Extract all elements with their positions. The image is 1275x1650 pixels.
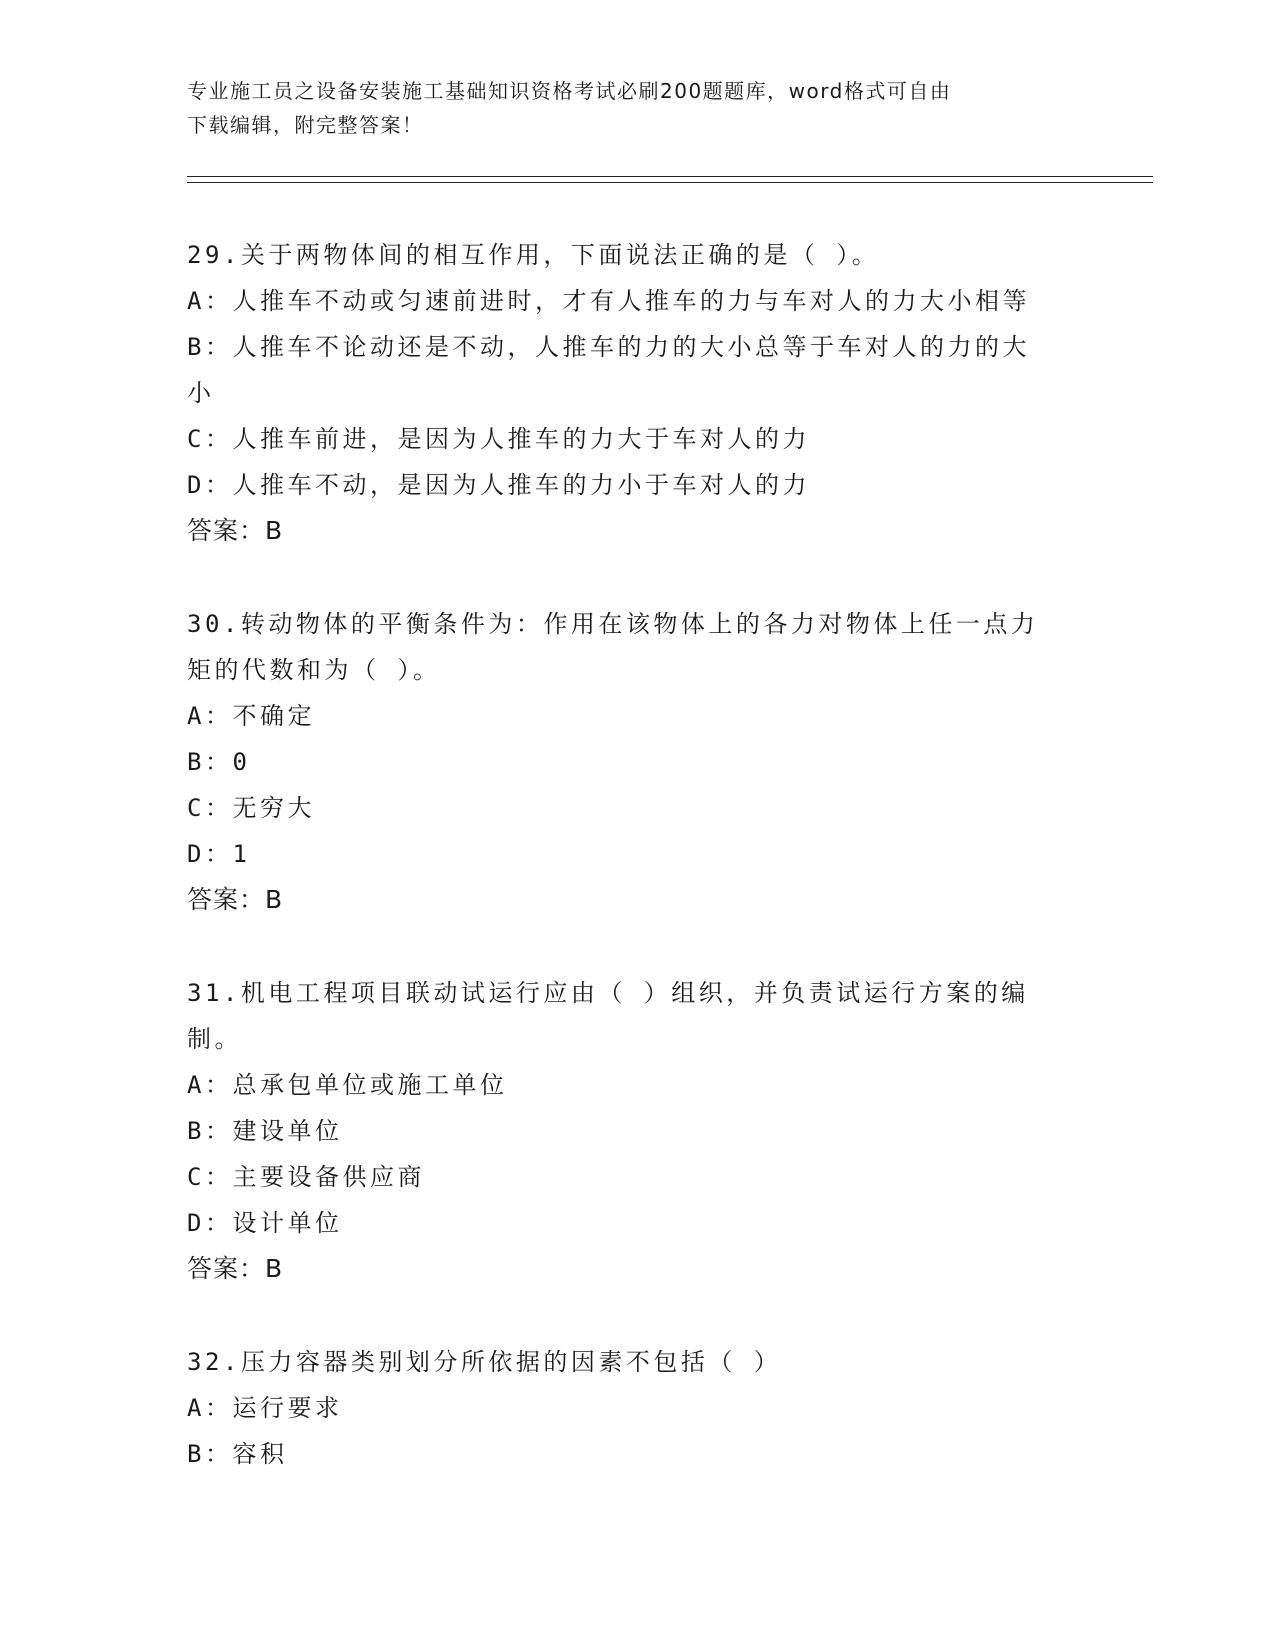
question-block [187, 1339, 1077, 1477]
question-stem: 矩的代数和为（ ）。 [187, 656, 441, 684]
answer-option: D：1 [187, 840, 251, 868]
answer-option: D：设计单位 [187, 1209, 343, 1237]
answer-option: C：主要设备供应商 [187, 1163, 425, 1191]
answer-option: A：人推车不动或匀速前进时，才有人推车的力与车对人的力大小相等 [187, 287, 1030, 315]
answer-option: D：人推车不动，是因为人推车的力小于车对人的力 [187, 471, 810, 499]
header-line-2: 下载编辑，附完整答案！ [187, 113, 424, 137]
answer-option: A：总承包单位或施工单位 [187, 1071, 508, 1099]
question-stem: 32.压力容器类别划分所依据的因素不包括（ ） [187, 1348, 782, 1376]
answer-key: 答案：B [187, 885, 284, 914]
question-stem: 制。 [187, 1025, 242, 1053]
question-list [187, 232, 1077, 1524]
header-line-1: 专业施工员之设备安装施工基础知识资格考试必刷200题题库，word格式可自由 [187, 79, 952, 103]
header-divider-top [187, 176, 1153, 177]
answer-option: C：人推车前进，是因为人推车的力大于车对人的力 [187, 425, 810, 453]
answer-key: 答案：B [187, 516, 284, 545]
answer-option: A：运行要求 [187, 1394, 343, 1422]
answer-option: B：建设单位 [187, 1117, 343, 1145]
answer-option: C：无穷大 [187, 794, 315, 822]
header-divider-bottom [187, 182, 1153, 183]
answer-option: 小 [187, 379, 215, 407]
answer-key: 答案：B [187, 1254, 284, 1283]
answer-option: B：人推车不论动还是不动，人推车的力的大小总等于车对人的力的大 [187, 333, 1030, 361]
question-block [187, 232, 1077, 554]
answer-option: B：容积 [187, 1440, 288, 1468]
question-stem: 31.机电工程项目联动试运行应由（ ）组织，并负责试运行方案的编 [187, 979, 1029, 1007]
question-stem: 29.关于两物体间的相互作用，下面说法正确的是（ ）。 [187, 241, 880, 269]
document-header [187, 74, 1067, 142]
answer-option: B：0 [187, 748, 251, 776]
answer-option: A：不确定 [187, 702, 315, 730]
question-block [187, 601, 1077, 923]
question-stem: 30.转动物体的平衡条件为：作用在该物体上的各力对物体上任一点力 [187, 610, 1039, 638]
question-block [187, 970, 1077, 1292]
